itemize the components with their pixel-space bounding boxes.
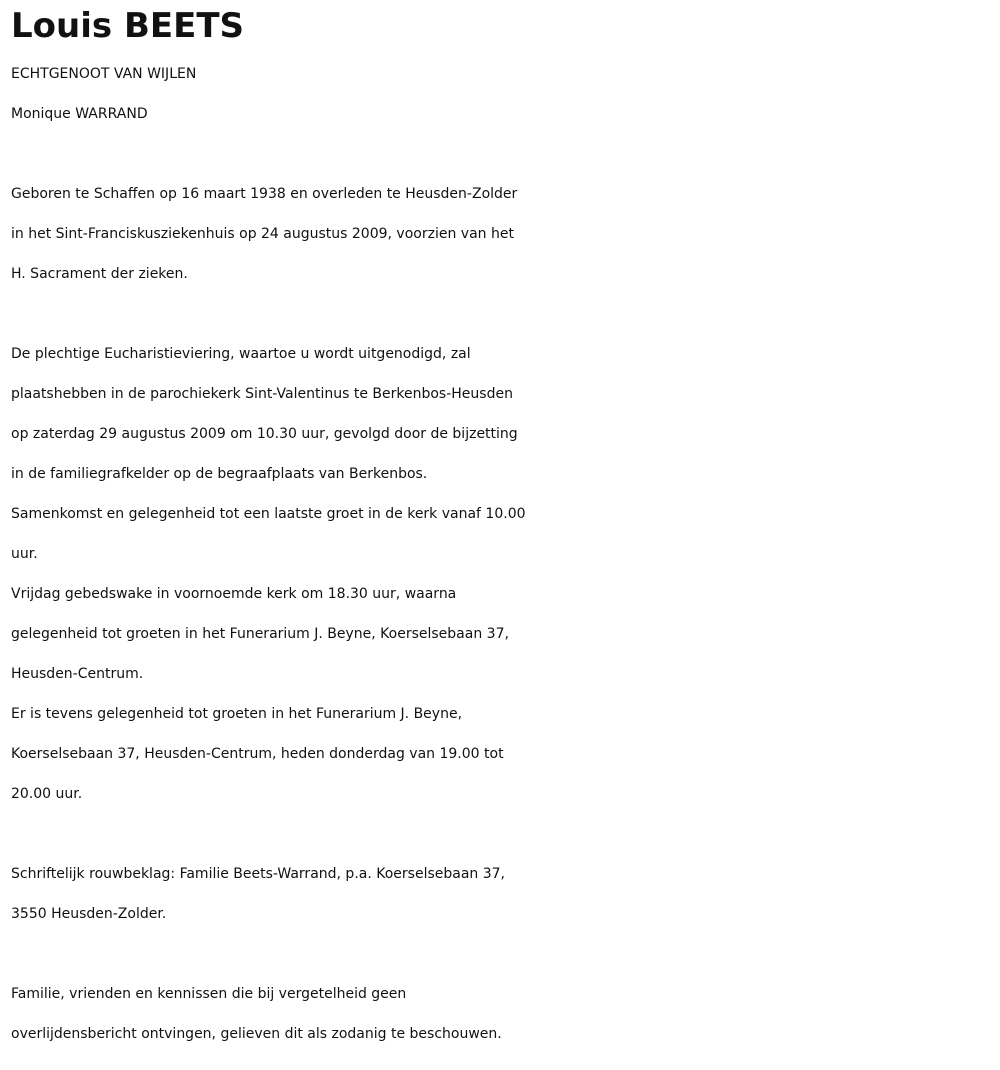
relation-label: ECHTGENOOT VAN WIJLEN xyxy=(11,66,197,82)
text-line: plaatshebben in de parochiekerk Sint-Valentinus te Berkenbos-Heusden xyxy=(11,386,513,402)
text-line: Geboren te Schaffen op 16 maart 1938 en overleden te Heusden-Zolder xyxy=(11,186,518,202)
spacer xyxy=(11,814,996,854)
text-line: in de familiegrafkelder op de begraafplaats van Berkenbos. xyxy=(11,466,428,482)
text-line: De plechtige Eucharistieviering, waartoe u wordt uitgenodigd, zal xyxy=(11,346,471,362)
birth-death-paragraph xyxy=(11,174,996,294)
spacer xyxy=(11,134,996,174)
text-line: Familie, vrienden en kennissen die bij vergetelheid geen xyxy=(11,986,407,1002)
text-line: Samenkomst en gelegenheid tot een laatste groet in de kerk vanaf 10.00 xyxy=(11,506,526,522)
text-line: Er is tevens gelegenheid tot groeten in het Funerarium J. Beyne, xyxy=(11,706,463,722)
text-line: Koerselsebaan 37, Heusden-Centrum, heden donderdag van 19.00 tot xyxy=(11,746,504,762)
ceremony-paragraph xyxy=(11,334,996,814)
text-line: overlijdensbericht ontvingen, gelieven dit als zodanig te beschouwen. xyxy=(11,1026,502,1042)
text-line: Vrijdag gebedswake in voornoemde kerk om 18.30 uur, waarna xyxy=(11,586,457,602)
text-line: 20.00 uur. xyxy=(11,786,83,802)
text-line: Schriftelijk rouwbeklag: Familie Beets-Warrand, p.a. Koerselsebaan 37, xyxy=(11,866,505,882)
text-line: 3550 Heusden-Zolder. xyxy=(11,906,167,922)
text-line: in het Sint-Franciskusziekenhuis op 24 augustus 2009, voorzien van het xyxy=(11,226,514,242)
text-line: Heusden-Centrum. xyxy=(11,666,144,682)
spacer xyxy=(11,934,996,974)
text-line: uur. xyxy=(11,546,38,562)
closing-paragraph xyxy=(11,974,996,1054)
text-line: H. Sacrament der zieken. xyxy=(11,266,188,282)
obituary-notice xyxy=(11,0,996,1054)
deceased-name: Louis BEETS xyxy=(11,6,245,46)
condolences-paragraph xyxy=(11,854,996,934)
spacer xyxy=(11,294,996,334)
spouse-name: Monique WARRAND xyxy=(11,106,148,122)
text-line: gelegenheid tot groeten in het Funerarium J. Beyne, Koerselsebaan 37, xyxy=(11,626,509,642)
text-line: op zaterdag 29 augustus 2009 om 10.30 uur, gevolgd door de bijzetting xyxy=(11,426,518,442)
